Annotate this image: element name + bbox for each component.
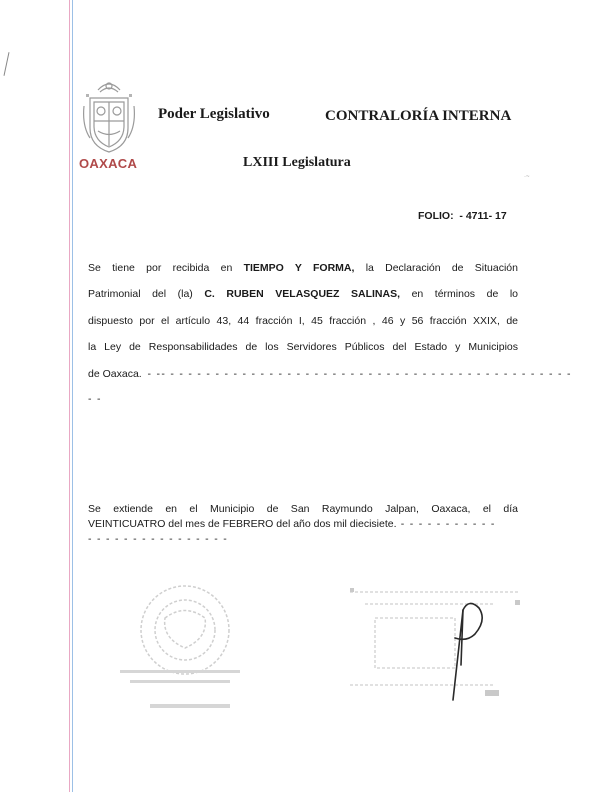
declarant-name: C. RUBEN VELASQUEZ SALINAS,: [204, 288, 401, 300]
scan-mark: [4, 52, 10, 76]
handwritten-signature-icon: [425, 590, 505, 710]
margin-rule-blue: [72, 0, 73, 792]
filler-dashes: - - - - - - - - - - - - - - - -: [88, 533, 229, 545]
paragraph2-line2: [88, 518, 496, 530]
paragraph1-line4: la Ley de Responsabilidades de los Servidores Públicos del Estado y Municipios: [88, 341, 518, 353]
paragraph2-line1: Se extiende en el Municipio de San Raymundo Jalpan, Oaxaca, el día: [88, 503, 518, 515]
legislatura-heading: LXIII Legislatura: [243, 155, 351, 170]
paragraph1-line6: [88, 393, 102, 405]
filler-dashes: - -- - - - - - - - - - - - - - - - - - - - - - - - - - - - - - - - - - - - - - - - - - - - - -: [147, 368, 572, 380]
official-seal-stamp-icon: [110, 578, 260, 728]
scan-speck: ·~: [524, 174, 530, 180]
text: Patrimonial del (la): [88, 288, 205, 300]
filler-dashes: - - - - - - - - - - -: [396, 518, 496, 530]
text: de Oaxaca.: [88, 368, 142, 380]
folio-number: FOLIO: - 4711- 17: [418, 210, 507, 222]
margin-rule-pink: [69, 0, 70, 792]
oaxaca-coat-of-arms-icon: [80, 76, 138, 156]
poder-legislativo-heading: Poder Legislativo: [158, 106, 270, 122]
filler-dashes: - -: [88, 393, 102, 405]
emblem-caption: OAXACA: [79, 156, 138, 171]
paragraph1-line1: [88, 262, 518, 274]
contraloria-heading: CONTRALORÍA INTERNA: [325, 108, 512, 124]
text: Se tiene por recibida en: [88, 262, 244, 274]
text: la Declaración de Situación: [354, 262, 518, 274]
paragraph1-line3: dispuesto por el artículo 43, 44 fracción I, 45 fracción , 46 y 56 fracción XXIX, de: [88, 315, 518, 327]
paragraph1-line2: [88, 288, 518, 300]
paragraph1-line5: [88, 368, 572, 380]
text: en términos de lo: [400, 288, 519, 300]
tiempo-y-forma: TIEMPO Y FORMA,: [243, 262, 355, 274]
text: VEINTICUATRO del mes de FEBRERO del año dos mil diecisiete.: [88, 518, 397, 530]
paragraph2-line3: [88, 533, 228, 545]
